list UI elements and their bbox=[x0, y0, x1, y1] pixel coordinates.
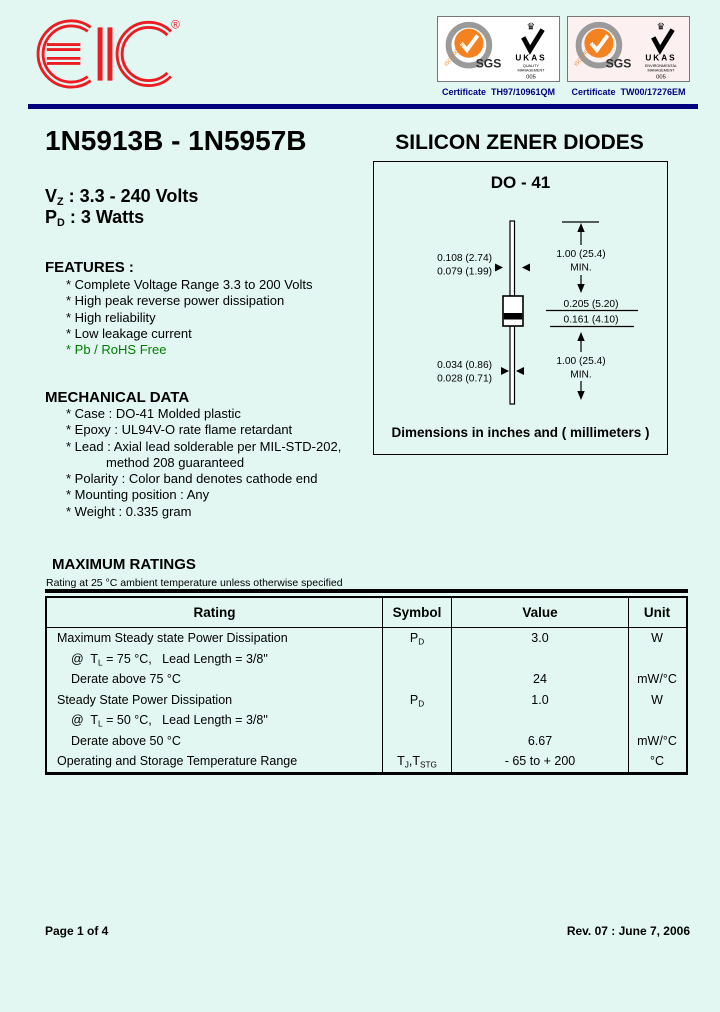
column-header-rating: Rating bbox=[193, 605, 236, 620]
table-cell: Derate above 50 °C bbox=[71, 733, 181, 748]
value-column bbox=[451, 628, 628, 772]
table-cell: mW/°C bbox=[637, 733, 677, 748]
dim-label-lead-len-top-1: 1.00 (25.4) bbox=[556, 249, 606, 260]
ratings-divider bbox=[45, 589, 688, 593]
part-number-title: 1N5913B - 1N5957B bbox=[45, 125, 307, 156]
feature-item-rohs: * Pb / RoHS Free bbox=[66, 342, 167, 358]
table-cell: 3.0 bbox=[531, 631, 549, 645]
certificate-badge-2 bbox=[567, 16, 690, 82]
svg-text:MANAGEMENT: MANAGEMENT bbox=[517, 68, 545, 73]
package-outline-box bbox=[373, 161, 668, 455]
symbol-column bbox=[382, 628, 451, 772]
feature-item: * High reliability bbox=[66, 309, 156, 325]
ukas-badge-icon bbox=[515, 22, 546, 81]
mechanical-list bbox=[66, 406, 341, 520]
table-cell: Operating and Storage Temperature Range bbox=[57, 754, 298, 768]
table-cell: °C bbox=[649, 754, 665, 768]
mechanical-item: * Lead : Axial lead solderable per MIL-STD-202, bbox=[66, 438, 342, 454]
svg-text:♛: ♛ bbox=[526, 21, 536, 33]
page-number: Page 1 of 4 bbox=[45, 924, 109, 938]
features-list bbox=[66, 277, 312, 358]
sgs-badge-icon bbox=[443, 25, 501, 71]
dim-label-lead-dia-1: 0.034 (0.86) bbox=[437, 360, 492, 371]
table-cell: $P_D$ bbox=[409, 692, 425, 708]
table-cell: Steady State Power Dissipation bbox=[57, 692, 233, 707]
svg-text:QUALITY: QUALITY bbox=[522, 63, 540, 68]
features-heading: FEATURES : bbox=[45, 259, 134, 276]
table-cell: W bbox=[651, 692, 663, 707]
table-cell: mW/°C bbox=[637, 672, 677, 686]
svg-text:♛: ♛ bbox=[656, 21, 666, 33]
cert-caption-2: Certificate TW00/17276EM bbox=[571, 87, 686, 97]
table-cell bbox=[383, 649, 451, 670]
dimensions-caption: Dimensions in inches and ( millimeters ) bbox=[391, 425, 650, 440]
revision-date: Rev. 07 : June 7, 2006 bbox=[566, 924, 690, 938]
cert-caption-1: Certificate TH97/10961QM bbox=[441, 87, 556, 97]
column-header-unit: Unit bbox=[628, 598, 685, 627]
dim-label-lead-len-bot-1: 1.00 (25.4) bbox=[556, 356, 606, 367]
mechanical-item: * Epoxy : UL94V-O rate flame retardant bbox=[66, 422, 293, 438]
vz-rating: $V_Z$ : 3.3 - 240 Volts bbox=[45, 186, 199, 209]
rating-column bbox=[47, 628, 382, 772]
table-cell: @ $T_L = 75$ °C, Lead Length = 3/8" bbox=[71, 651, 268, 667]
feature-item: * High peak reverse power dissipation bbox=[66, 293, 285, 309]
dim-label-lead-dia-2: 0.028 (0.71) bbox=[437, 373, 492, 385]
svg-text:SGS: SGS bbox=[475, 56, 502, 71]
svg-text:ENVIRONMENTAL: ENVIRONMENTAL bbox=[644, 63, 678, 68]
package-name: DO - 41 bbox=[490, 173, 551, 192]
table-cell: - 65 to + 200 bbox=[504, 754, 576, 768]
ukas-badge-icon bbox=[645, 22, 677, 81]
dim-label-body-len-1: 0.205 (5.20) bbox=[563, 299, 619, 310]
feature-item: * Complete Voltage Range 3.3 to 200 Volts bbox=[66, 277, 313, 292]
table-cell: W bbox=[651, 631, 663, 645]
product-title: SILICON ZENER DIODES bbox=[395, 131, 644, 154]
table-cell bbox=[383, 710, 451, 731]
svg-text:ISO 9001-2000: ISO 9001-2000 bbox=[443, 35, 471, 68]
max-ratings-table bbox=[45, 596, 688, 775]
registered-mark-icon: ® bbox=[171, 17, 180, 32]
certificate-badge-1 bbox=[437, 16, 560, 82]
column-header-value: Value bbox=[451, 598, 628, 627]
mechanical-item: * Mounting position : Any bbox=[66, 487, 210, 503]
dim-label-lead-len-top-2: MIN. bbox=[570, 262, 592, 274]
svg-text:ISO 14001-2004: ISO 14001-2004 bbox=[573, 33, 603, 68]
table-cell: 1.0 bbox=[531, 692, 549, 707]
dim-label-body-dia-1: 0.108 (2.74) bbox=[437, 253, 492, 264]
table-cell bbox=[452, 649, 628, 670]
table-cell: Derate above 75 °C bbox=[71, 672, 181, 686]
cathode-band bbox=[504, 313, 522, 320]
diode-diagram bbox=[374, 196, 666, 416]
sgs-badge-icon bbox=[573, 25, 631, 71]
dim-label-body-dia-2: 0.079 (1.99) bbox=[437, 266, 492, 278]
dim-label-body-len-2: 0.161 (4.10) bbox=[563, 314, 619, 326]
mechanical-item: * Weight : 0.335 gram bbox=[66, 503, 192, 519]
unit-column bbox=[628, 628, 685, 772]
svg-text:UKAS: UKAS bbox=[515, 53, 547, 63]
max-ratings-heading: MAXIMUM RATINGS bbox=[52, 556, 196, 573]
mechanical-item: method 208 guaranteed bbox=[106, 454, 245, 470]
table-cell bbox=[383, 731, 451, 752]
table-cell: 6.67 bbox=[527, 733, 553, 748]
diode-body bbox=[503, 296, 523, 326]
table-cell: @ $T_L = 50$ °C, Lead Length = 3/8" bbox=[71, 713, 268, 729]
table-cell: 24 bbox=[533, 672, 547, 686]
table-cell: $T_J,T_{STG}$ bbox=[397, 754, 437, 770]
ratings-note: Rating at 25 °C ambient temperature unless otherwise specified bbox=[46, 577, 343, 589]
svg-text:005: 005 bbox=[656, 74, 666, 81]
table-header-row bbox=[47, 598, 686, 628]
eic-logo bbox=[33, 14, 181, 92]
feature-item: * Low leakage current bbox=[66, 325, 192, 341]
mechanical-item: * Polarity : Color band denotes cathode end bbox=[66, 471, 318, 487]
pd-rating: $P_D$ : 3 Watts bbox=[45, 207, 145, 230]
svg-text:005: 005 bbox=[526, 74, 536, 81]
svg-text:MANAGEMENT: MANAGEMENT bbox=[647, 68, 675, 73]
svg-text:UKAS: UKAS bbox=[645, 53, 677, 63]
divider-rule bbox=[28, 104, 698, 109]
table-cell: Maximum Steady state Power Dissipation bbox=[57, 631, 288, 645]
svg-text:SGS: SGS bbox=[605, 56, 632, 71]
mechanical-heading: MECHANICAL DATA bbox=[45, 389, 190, 406]
table-cell bbox=[452, 710, 628, 731]
table-cell bbox=[383, 669, 451, 690]
mechanical-item: * Case : DO-41 Molded plastic bbox=[66, 406, 241, 421]
column-header-symbol: Symbol bbox=[382, 598, 451, 627]
dim-label-lead-len-bot-2: MIN. bbox=[570, 369, 592, 381]
table-cell: $P_D$ bbox=[409, 631, 425, 647]
table-cell bbox=[629, 710, 685, 731]
table-cell bbox=[629, 649, 685, 670]
